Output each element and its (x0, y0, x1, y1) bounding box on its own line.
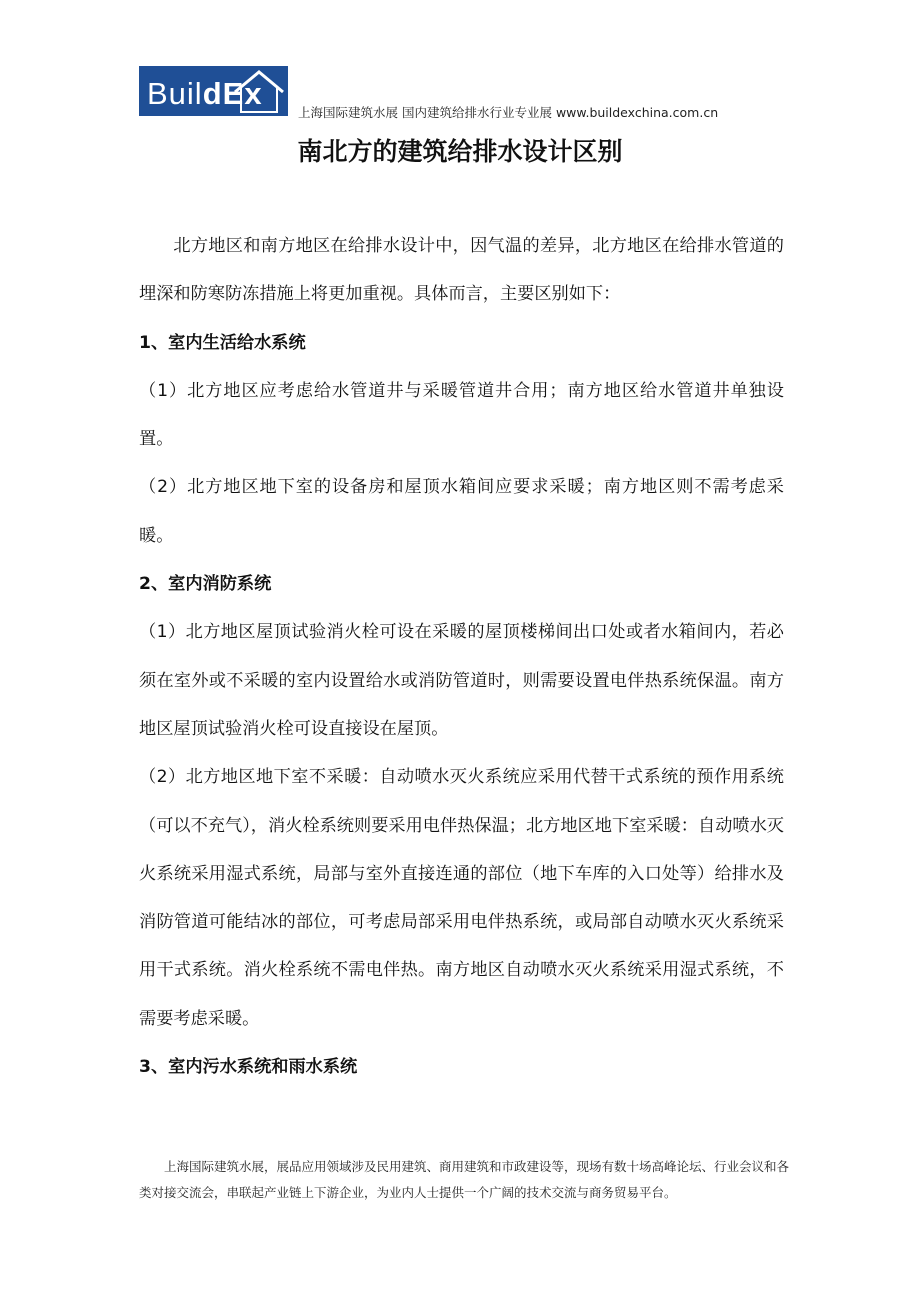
page-footer (139, 1154, 789, 1206)
footer-text: 上海国际建筑水展，展品应用领域涉及民用建筑、商用建筑和市政建设等，现场有数十场高峰论坛、行业会议和各类对接交流会，串联起产业链上下游企业，为业内人士提供一个广阔的技术交流与商务贸易平台。 (139, 1159, 790, 1200)
paragraph: （2）北方地区地下室的设备房和屋顶水箱间应要求采暖；南方地区则不需考虑采暖。 (139, 477, 784, 546)
logo-text-main: Buil (147, 76, 203, 111)
paragraph: （1）北方地区应考虑给水管道井与采暖管道井合用；南方地区给水管道井单独设置。 (139, 380, 784, 450)
paragraph: （2）北方地区地下室不采暖：自动喷水灭火系统应采用代替干式系统的预作用系统（可以不充气），消火栓系统则要采用电伴热保温；北方地区地下室采暖：自动喷水灭火系统采用湿式系统，局部与室外直接连通的部位（地下车库的入口处等）给排水及消防管道可能结冰的部位，可考虑局部采用电伴热系统，或局部自动喷水灭火系统采用干式系统。消火栓系统不需电伴热。南方地区自动喷水灭火系统采用湿式系统，不需要考虑采暖。 (139, 767, 784, 1029)
intro-paragraph: 北方地区和南方地区在给排水设计中，因气温的差异，北方地区在给排水管道的埋深和防寒防冻措施上将更加重视。具体而言，主要区别如下： (139, 236, 784, 305)
logo-text (147, 78, 263, 109)
document-title: 南北方的建筑给排水设计区别 (297, 137, 623, 166)
section-heading: 2、室内消防系统 (139, 574, 272, 595)
paragraph: （1）北方地区屋顶试验消火栓可设在采暖的屋顶楼梯间出口处或者水箱间内，若必须在室外或不采暖的室内设置给水或消防管道时，则需要设置电伴热系统保温。南方地区屋顶试验消火栓可设直接设在屋顶。 (139, 622, 784, 739)
logo-text-accent: dEx (202, 76, 263, 111)
document-body (139, 222, 784, 1091)
buildex-logo (139, 66, 288, 116)
section-heading: 3、室内污水系统和雨水系统 (139, 1057, 358, 1078)
section-heading: 1、室内生活给水系统 (139, 332, 306, 353)
header-tagline: 上海国际建筑水展 国内建筑给排水行业专业展 www.buildexchina.com.cn (298, 105, 719, 120)
